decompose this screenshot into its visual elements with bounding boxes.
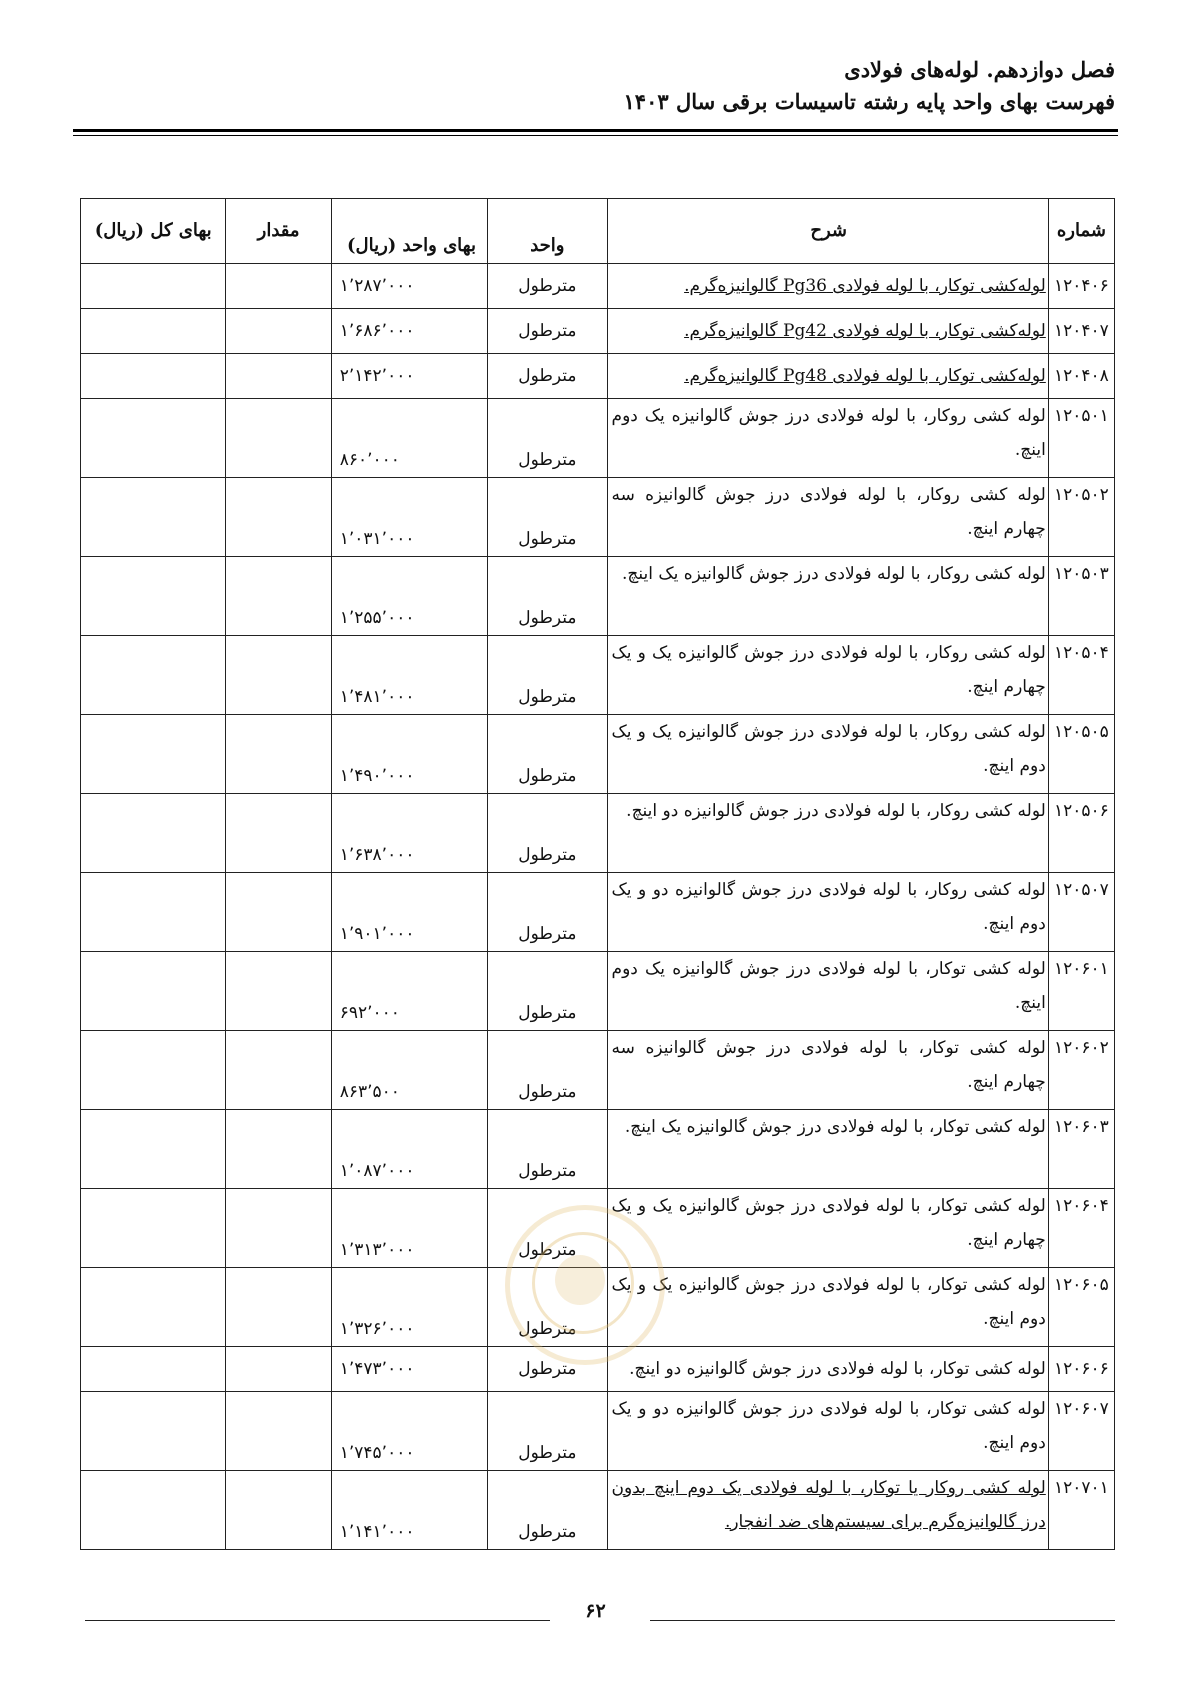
item-total-price bbox=[81, 1110, 226, 1189]
item-quantity bbox=[226, 715, 331, 794]
item-description: لوله کشی توکار، با لوله فولادی درز جوش گالوانیزه سه چهارم اینچ. bbox=[607, 1031, 1048, 1110]
item-code: ۱۲۰۶۰۶ bbox=[1048, 1347, 1114, 1392]
header-rule-thin bbox=[73, 135, 1118, 136]
item-code: ۱۲۰۵۰۱ bbox=[1048, 399, 1114, 478]
item-total-price bbox=[81, 309, 226, 354]
item-quantity bbox=[226, 1031, 331, 1110]
item-unit-price: ۱٬۴۹۰٬۰۰۰ bbox=[331, 715, 487, 794]
item-unit: مترطول bbox=[488, 478, 607, 557]
item-quantity bbox=[226, 264, 331, 309]
item-total-price bbox=[81, 952, 226, 1031]
item-unit-price: ۱٬۳۱۳٬۰۰۰ bbox=[331, 1189, 487, 1268]
item-unit: مترطول bbox=[488, 873, 607, 952]
item-unit: مترطول bbox=[488, 715, 607, 794]
table-row bbox=[81, 794, 1115, 873]
item-total-price bbox=[81, 636, 226, 715]
item-description: لوله کشی توکار، با لوله فولادی درز جوش گالوانیزه یک اینچ. bbox=[607, 1110, 1048, 1189]
item-unit-price: ۸۶۰٬۰۰۰ bbox=[331, 399, 487, 478]
footer-rule-right bbox=[650, 1620, 1115, 1621]
item-quantity bbox=[226, 557, 331, 636]
item-code: ۱۲۰۵۰۴ bbox=[1048, 636, 1114, 715]
item-unit: مترطول bbox=[488, 309, 607, 354]
item-unit-price: ۱٬۴۷۳٬۰۰۰ bbox=[331, 1347, 487, 1392]
page-header bbox=[75, 55, 1115, 119]
item-quantity bbox=[226, 478, 331, 557]
item-code: ۱۲۰۶۰۲ bbox=[1048, 1031, 1114, 1110]
col-header-unit: واحد bbox=[488, 199, 607, 264]
item-description bbox=[607, 309, 1048, 354]
item-quantity bbox=[226, 1268, 331, 1347]
item-quantity bbox=[226, 354, 331, 399]
col-header-quantity: مقدار bbox=[226, 199, 331, 264]
item-unit-price: ۲٬۱۴۲٬۰۰۰ bbox=[331, 354, 487, 399]
table-row bbox=[81, 873, 1115, 952]
item-unit-price: ۶۹۲٬۰۰۰ bbox=[331, 952, 487, 1031]
item-unit-price: ۱٬۳۲۶٬۰۰۰ bbox=[331, 1268, 487, 1347]
table-row bbox=[81, 1031, 1115, 1110]
item-unit: مترطول bbox=[488, 354, 607, 399]
item-unit: مترطول bbox=[488, 1347, 607, 1392]
item-unit-price: ۱٬۲۸۷٬۰۰۰ bbox=[331, 264, 487, 309]
table-row bbox=[81, 1392, 1115, 1471]
item-description: لوله کشی روکار، با لوله فولادی درز جوش گالوانیزه یک و یک چهارم اینچ. bbox=[607, 636, 1048, 715]
col-header-total-price: بهای کل (ریال) bbox=[81, 199, 226, 264]
item-unit-price: ۸۶۳٬۵۰۰ bbox=[331, 1031, 487, 1110]
item-code: ۱۲۰۵۰۲ bbox=[1048, 478, 1114, 557]
item-unit: مترطول bbox=[488, 952, 607, 1031]
item-description bbox=[607, 264, 1048, 309]
item-unit-price: ۱٬۴۸۱٬۰۰۰ bbox=[331, 636, 487, 715]
item-unit: مترطول bbox=[488, 399, 607, 478]
item-quantity bbox=[226, 636, 331, 715]
item-code: ۱۲۰۶۰۷ bbox=[1048, 1392, 1114, 1471]
item-total-price bbox=[81, 1189, 226, 1268]
table-header-row bbox=[81, 199, 1115, 264]
item-unit: مترطول bbox=[488, 1189, 607, 1268]
item-unit-price: ۱٬۰۸۷٬۰۰۰ bbox=[331, 1110, 487, 1189]
item-description: لوله کشی توکار، با لوله فولادی درز جوش گالوانیزه یک دوم اینچ. bbox=[607, 952, 1048, 1031]
document-subtitle: فهرست بهای واحد پایه رشته تاسیسات برقی سال ۱۴۰۳ bbox=[623, 89, 1115, 114]
item-total-price bbox=[81, 1347, 226, 1392]
item-unit-price: ۱٬۹۰۱٬۰۰۰ bbox=[331, 873, 487, 952]
chapter-title: فصل دوازدهم. لوله‌های فولادی bbox=[844, 57, 1115, 82]
item-quantity bbox=[226, 873, 331, 952]
item-unit-price: ۱٬۷۴۵٬۰۰۰ bbox=[331, 1392, 487, 1471]
item-unit: مترطول bbox=[488, 557, 607, 636]
item-total-price bbox=[81, 1471, 226, 1550]
item-code: ۱۲۰۵۰۳ bbox=[1048, 557, 1114, 636]
watermark-seal bbox=[505, 1205, 665, 1365]
item-unit: مترطول bbox=[488, 1392, 607, 1471]
table-row bbox=[81, 557, 1115, 636]
page-number: ۶۲ bbox=[585, 1600, 606, 1622]
item-unit-price: ۱٬۱۴۱٬۰۰۰ bbox=[331, 1471, 487, 1550]
item-code: ۱۲۰۴۰۶ bbox=[1048, 264, 1114, 309]
item-total-price bbox=[81, 557, 226, 636]
table-row bbox=[81, 952, 1115, 1031]
item-description-text: لوله کشی روکار یا توکار، با لوله فولادی یک دوم اینچ بدون درز گالوانیزه‌گرم برای سیستم‌های ضد انفجار. bbox=[611, 1478, 1046, 1532]
item-unit-price: ۱٬۶۸۶٬۰۰۰ bbox=[331, 309, 487, 354]
item-total-price bbox=[81, 715, 226, 794]
col-header-unit-price: بهای واحد (ریال) bbox=[331, 199, 487, 264]
item-description: لوله کشی روکار، با لوله فولادی درز جوش گالوانیزه یک اینچ. bbox=[607, 557, 1048, 636]
item-code: ۱۲۰۵۰۵ bbox=[1048, 715, 1114, 794]
item-unit: مترطول bbox=[488, 264, 607, 309]
table-row bbox=[81, 1471, 1115, 1550]
item-quantity bbox=[226, 309, 331, 354]
item-total-price bbox=[81, 1031, 226, 1110]
item-unit-price: ۱٬۰۳۱٬۰۰۰ bbox=[331, 478, 487, 557]
item-description-text: لوله‌کشی توکار، با لوله فولادی Pg42 گالوانیزه‌گرم. bbox=[684, 321, 1046, 341]
item-description bbox=[607, 354, 1048, 399]
table-row bbox=[81, 309, 1115, 354]
item-total-price bbox=[81, 794, 226, 873]
item-code: ۱۲۰۵۰۷ bbox=[1048, 873, 1114, 952]
item-quantity bbox=[226, 399, 331, 478]
item-total-price bbox=[81, 354, 226, 399]
item-description: لوله کشی روکار، با لوله فولادی درز جوش گالوانیزه یک و یک دوم اینچ. bbox=[607, 715, 1048, 794]
item-description: لوله کشی روکار، با لوله فولادی درز جوش گالوانیزه دو اینچ. bbox=[607, 794, 1048, 873]
footer-rule-left bbox=[85, 1620, 550, 1621]
item-code: ۱۲۰۶۰۳ bbox=[1048, 1110, 1114, 1189]
item-description: لوله کشی توکار، با لوله فولادی درز جوش گالوانیزه دو و یک دوم اینچ. bbox=[607, 1392, 1048, 1471]
item-code: ۱۲۰۶۰۴ bbox=[1048, 1189, 1114, 1268]
item-quantity bbox=[226, 1110, 331, 1189]
item-quantity bbox=[226, 794, 331, 873]
col-header-code: شماره bbox=[1048, 199, 1114, 264]
item-unit-price: ۱٬۶۳۸٬۰۰۰ bbox=[331, 794, 487, 873]
item-total-price bbox=[81, 399, 226, 478]
item-quantity bbox=[226, 1347, 331, 1392]
item-quantity bbox=[226, 1392, 331, 1471]
table-row bbox=[81, 354, 1115, 399]
item-total-price bbox=[81, 873, 226, 952]
item-code: ۱۲۰۴۰۷ bbox=[1048, 309, 1114, 354]
item-unit-price: ۱٬۲۵۵٬۰۰۰ bbox=[331, 557, 487, 636]
item-unit: مترطول bbox=[488, 1031, 607, 1110]
item-quantity bbox=[226, 952, 331, 1031]
item-code: ۱۲۰۵۰۶ bbox=[1048, 794, 1114, 873]
item-description: لوله کشی توکار، با لوله فولادی درز جوش گالوانیزه یک و یک چهارم اینچ. bbox=[607, 1189, 1048, 1268]
item-description: لوله کشی توکار، با لوله فولادی درز جوش گالوانیزه یک و یک دوم اینچ. bbox=[607, 1268, 1048, 1347]
item-quantity bbox=[226, 1471, 331, 1550]
item-unit: مترطول bbox=[488, 1110, 607, 1189]
table-row bbox=[81, 715, 1115, 794]
item-total-price bbox=[81, 478, 226, 557]
table-row bbox=[81, 264, 1115, 309]
table-row bbox=[81, 478, 1115, 557]
item-quantity bbox=[226, 1189, 331, 1268]
item-description: لوله کشی روکار، با لوله فولادی درز جوش گالوانیزه دو و یک دوم اینچ. bbox=[607, 873, 1048, 952]
item-total-price bbox=[81, 1268, 226, 1347]
col-header-description: شرح bbox=[607, 199, 1048, 264]
item-description: لوله کشی روکار، با لوله فولادی درز جوش گالوانیزه سه چهارم اینچ. bbox=[607, 478, 1048, 557]
item-code: ۱۲۰۷۰۱ bbox=[1048, 1471, 1114, 1550]
item-description-text: لوله‌کشی توکار، با لوله فولادی Pg48 گالوانیزه‌گرم. bbox=[684, 366, 1046, 386]
item-unit: مترطول bbox=[488, 1268, 607, 1347]
item-description: لوله کشی روکار، با لوله فولادی درز جوش گالوانیزه یک دوم اینچ. bbox=[607, 399, 1048, 478]
table-row bbox=[81, 636, 1115, 715]
item-unit: مترطول bbox=[488, 794, 607, 873]
header-rule-thick bbox=[73, 129, 1118, 132]
item-total-price bbox=[81, 1392, 226, 1471]
item-code: ۱۲۰۶۰۵ bbox=[1048, 1268, 1114, 1347]
table-row bbox=[81, 399, 1115, 478]
item-description: لوله کشی توکار، با لوله فولادی درز جوش گالوانیزه دو اینچ. bbox=[607, 1347, 1048, 1392]
item-unit: مترطول bbox=[488, 1471, 607, 1550]
item-unit: مترطول bbox=[488, 636, 607, 715]
item-code: ۱۲۰۶۰۱ bbox=[1048, 952, 1114, 1031]
item-description bbox=[607, 1471, 1048, 1550]
item-description-text: لوله‌کشی توکار، با لوله فولادی Pg36 گالوانیزه‌گرم. bbox=[684, 276, 1046, 296]
table-row bbox=[81, 1110, 1115, 1189]
item-code: ۱۲۰۴۰۸ bbox=[1048, 354, 1114, 399]
item-total-price bbox=[81, 264, 226, 309]
